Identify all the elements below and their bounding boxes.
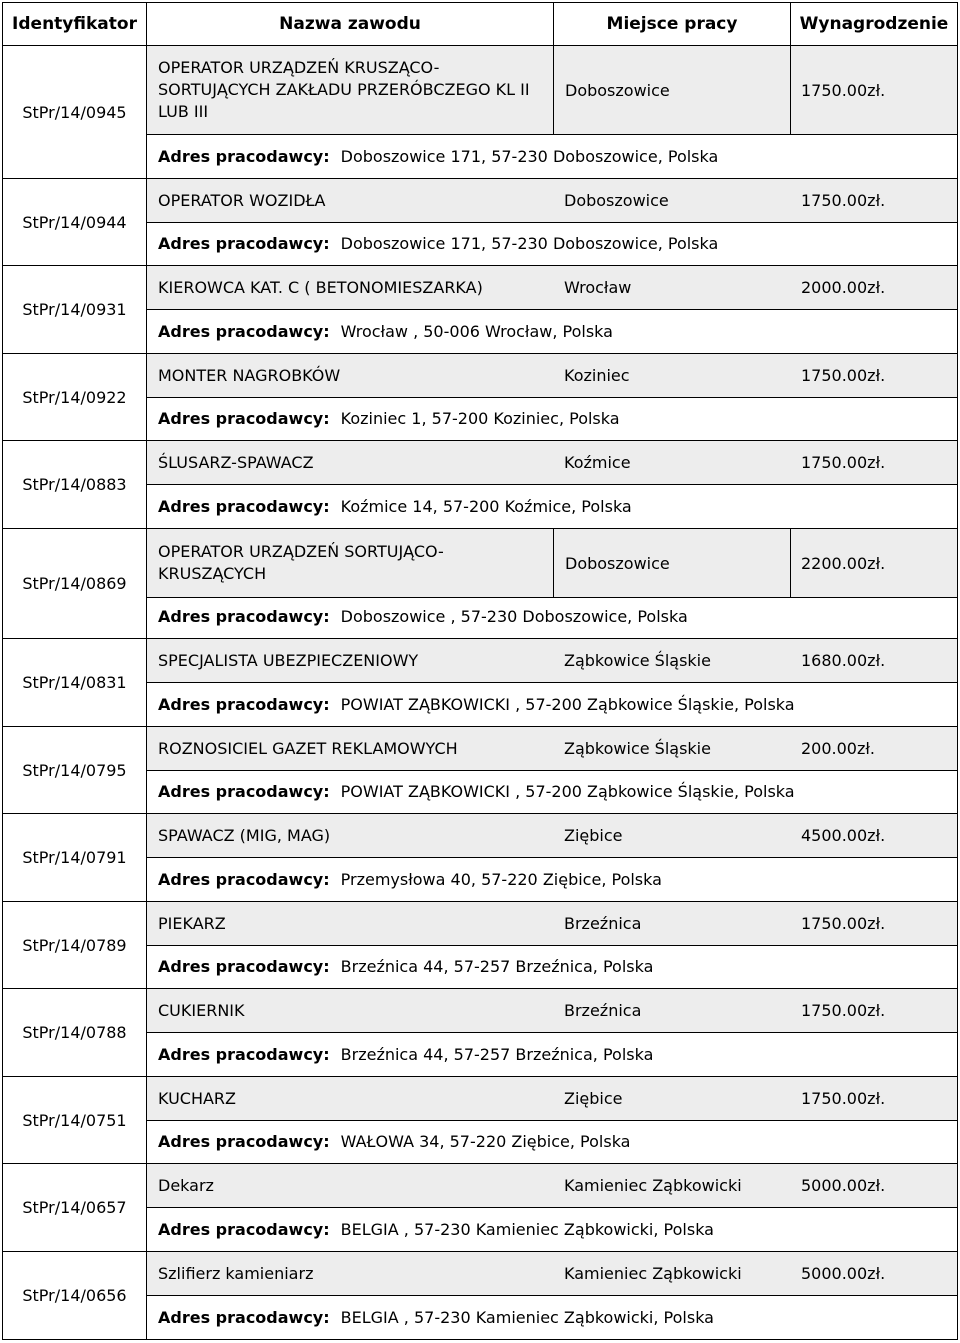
job-name: OPERATOR URZĄDZEŃ KRUSZĄCO-SORTUJĄCYCH ZAKŁADU PRZERÓBCZEGO KL II LUB III — [158, 58, 530, 121]
job-line — [147, 1252, 957, 1296]
job-line — [147, 266, 957, 310]
workplace: Ząbkowice Śląskie — [564, 739, 711, 758]
employer-address-line — [158, 310, 957, 353]
workplace: Brzeźnica — [564, 914, 642, 933]
employer-address-line — [158, 1033, 957, 1076]
workplace: Kamieniec Ząbkowicki — [564, 1176, 742, 1195]
salary: 1680.00zł. — [801, 651, 886, 670]
employer-address-line — [158, 397, 957, 440]
header-workplace: Miejsce pracy — [554, 3, 791, 45]
job-line — [147, 354, 957, 398]
workplace: Koźmice — [564, 453, 631, 472]
table-row — [3, 1252, 957, 1339]
table-row — [3, 179, 957, 266]
job-line — [147, 441, 957, 485]
header-salary: Wynagrodzenie — [799, 14, 949, 34]
address-label: Adres pracodawcy: — [158, 497, 330, 516]
job-name: OPERATOR URZĄDZEŃ SORTUJĄCO-KRUSZĄCYCH — [158, 542, 444, 583]
salary: 200.00zł. — [801, 739, 876, 758]
offer-identifier: StPr/14/0945 — [3, 46, 147, 178]
employer-address: Doboszowice 171, 57-230 Doboszowice, Polska — [340, 147, 719, 166]
job-name: KUCHARZ — [158, 1088, 236, 1108]
employer-address-line — [158, 1296, 957, 1339]
job-line — [147, 639, 957, 683]
table-row — [3, 727, 957, 814]
table-row — [3, 639, 957, 727]
employer-address: Koźmice 14, 57-200 Koźmice, Polska — [340, 497, 632, 516]
offer-identifier: StPr/14/0883 — [3, 441, 147, 528]
employer-address: Brzeźnica 44, 57-257 Brzeźnica, Polska — [340, 1045, 654, 1064]
salary: 2200.00zł. — [801, 553, 886, 573]
offer-identifier: StPr/14/0656 — [3, 1252, 147, 1339]
table-row — [3, 1164, 957, 1252]
job-name: PIEKARZ — [158, 913, 226, 933]
job-line — [147, 1164, 957, 1208]
employer-address-line — [158, 770, 957, 813]
salary: 1750.00zł. — [801, 1001, 886, 1020]
table-row — [3, 266, 957, 354]
address-label: Adres pracodawcy: — [158, 1132, 330, 1151]
employer-address-line — [158, 683, 957, 726]
employer-address: Doboszowice , 57-230 Doboszowice, Polska — [340, 607, 688, 626]
employer-address-line — [158, 485, 957, 528]
employer-address-line — [158, 135, 957, 178]
offer-identifier: StPr/14/0931 — [3, 266, 147, 353]
address-label: Adres pracodawcy: — [158, 1308, 330, 1327]
employer-address: POWIAT ZĄBKOWICKI , 57-200 Ząbkowice Śląskie, Polska — [340, 695, 795, 714]
offer-identifier: StPr/14/0789 — [3, 902, 147, 988]
employer-address: POWIAT ZĄBKOWICKI , 57-200 Ząbkowice Śląskie, Polska — [340, 782, 795, 801]
employer-address: BELGIA , 57-230 Kamieniec Ząbkowicki, Polska — [340, 1308, 714, 1327]
table-row — [3, 989, 957, 1077]
salary: 1750.00zł. — [801, 1089, 886, 1108]
job-name: SPAWACZ (MIG, MAG) — [158, 825, 331, 845]
workplace: Ziębice — [564, 826, 623, 845]
job-line — [147, 814, 957, 858]
workplace: Kamieniec Ząbkowicki — [564, 1264, 742, 1283]
employer-address-line — [158, 222, 957, 265]
employer-address: BELGIA , 57-230 Kamieniec Ząbkowicki, Polska — [340, 1220, 714, 1239]
table-row — [3, 529, 957, 639]
employer-address: WAŁOWA 34, 57-220 Ziębice, Polska — [340, 1132, 631, 1151]
salary: 1750.00zł. — [801, 914, 886, 933]
job-line — [147, 529, 957, 598]
header-job-name: Nazwa zawodu — [147, 3, 554, 45]
address-label: Adres pracodawcy: — [158, 1045, 330, 1064]
address-label: Adres pracodawcy: — [158, 234, 330, 253]
job-name: Szlifierz kamieniarz — [158, 1263, 314, 1283]
address-label: Adres pracodawcy: — [158, 957, 330, 976]
address-label: Adres pracodawcy: — [158, 409, 330, 428]
offer-identifier: StPr/14/0791 — [3, 814, 147, 901]
job-line — [147, 46, 957, 135]
employer-address: Koziniec 1, 57-200 Koziniec, Polska — [340, 409, 620, 428]
employer-address-line — [158, 945, 957, 988]
job-line — [147, 1077, 957, 1121]
job-name: ROZNOSICIEL GAZET REKLAMOWYCH — [158, 738, 458, 758]
employer-address-line — [158, 1208, 957, 1251]
address-label: Adres pracodawcy: — [158, 870, 330, 889]
salary: 5000.00zł. — [801, 1264, 886, 1283]
salary: 1750.00zł. — [801, 366, 886, 385]
offer-identifier: StPr/14/0922 — [3, 354, 147, 440]
table-row — [3, 441, 957, 529]
employer-address-line — [158, 1120, 957, 1163]
salary: 1750.00zł. — [801, 453, 886, 472]
table-row — [3, 902, 957, 989]
offer-identifier: StPr/14/0751 — [3, 1077, 147, 1163]
job-name: CUKIERNIK — [158, 1000, 245, 1020]
offer-identifier: StPr/14/0831 — [3, 639, 147, 726]
salary: 1750.00zł. — [801, 80, 886, 100]
workplace: Koziniec — [564, 366, 630, 385]
workplace: Doboszowice — [553, 46, 791, 134]
job-name: OPERATOR WOZIDŁA — [158, 190, 326, 210]
workplace: Doboszowice — [553, 529, 791, 597]
salary: 2000.00zł. — [801, 278, 886, 297]
table-row — [3, 354, 957, 441]
workplace: Wrocław — [564, 278, 632, 297]
employer-address: Przemysłowa 40, 57-220 Ziębice, Polska — [340, 870, 662, 889]
job-name: Dekarz — [158, 1175, 214, 1195]
address-label: Adres pracodawcy: — [158, 607, 330, 626]
salary: 4500.00zł. — [801, 826, 886, 845]
workplace: Brzeźnica — [564, 1001, 642, 1020]
offer-identifier: StPr/14/0788 — [3, 989, 147, 1076]
job-line — [147, 902, 957, 946]
workplace: Doboszowice — [564, 191, 669, 210]
employer-address: Doboszowice 171, 57-230 Doboszowice, Polska — [340, 234, 719, 253]
workplace: Ziębice — [564, 1089, 623, 1108]
salary: 1750.00zł. — [801, 191, 886, 210]
table-header-row — [3, 3, 957, 46]
job-name: SPECJALISTA UBEZPIECZENIOWY — [158, 650, 419, 670]
job-offers-table — [2, 2, 958, 1340]
job-name: KIEROWCA KAT. C ( BETONOMIESZARKA) — [158, 277, 483, 297]
job-name: MONTER NAGROBKÓW — [158, 365, 341, 385]
offer-identifier: StPr/14/0869 — [3, 529, 147, 638]
job-line — [147, 989, 957, 1033]
offer-identifier: StPr/14/0944 — [3, 179, 147, 265]
address-label: Adres pracodawcy: — [158, 322, 330, 341]
offer-identifier: StPr/14/0795 — [3, 727, 147, 813]
employer-address-line — [158, 858, 957, 901]
salary: 5000.00zł. — [801, 1176, 886, 1195]
job-name: ŚLUSARZ-SPAWACZ — [158, 452, 314, 472]
table-row — [3, 46, 957, 179]
address-label: Adres pracodawcy: — [158, 782, 330, 801]
address-label: Adres pracodawcy: — [158, 1220, 330, 1239]
offer-identifier: StPr/14/0657 — [3, 1164, 147, 1251]
job-line — [147, 727, 957, 771]
address-label: Adres pracodawcy: — [158, 695, 330, 714]
employer-address: Brzeźnica 44, 57-257 Brzeźnica, Polska — [340, 957, 654, 976]
header-identifier: Identyfikator — [3, 3, 147, 45]
employer-address-line — [158, 595, 957, 638]
table-row — [3, 1077, 957, 1164]
job-line — [147, 179, 957, 223]
employer-address: Wrocław , 50-006 Wrocław, Polska — [340, 322, 613, 341]
table-row — [3, 814, 957, 902]
address-label: Adres pracodawcy: — [158, 147, 330, 166]
workplace: Ząbkowice Śląskie — [564, 651, 711, 670]
